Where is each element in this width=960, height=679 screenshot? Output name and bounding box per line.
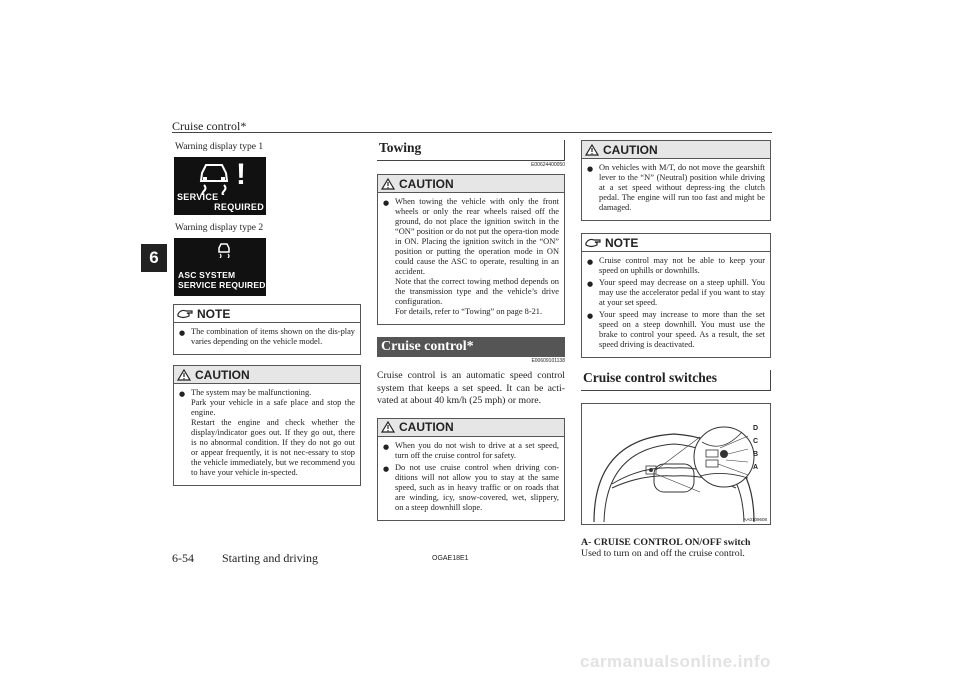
note-header (582, 234, 770, 252)
bullet-icon: ● (587, 280, 594, 288)
list-item: ● Your speed may decrease on a steep uphill. You may use the accelerator pedal if you want to stay at your set speed. (587, 278, 765, 307)
service-required-line: SERVICE REQUIRED (178, 280, 266, 290)
exclamation-icon: ! (236, 158, 246, 191)
required-line: REQUIRED (214, 201, 264, 212)
caution-header (378, 419, 564, 437)
service-required-text (177, 193, 264, 212)
caution-box (581, 140, 771, 221)
list-item: ● The combination of items shown on the dis-play varies depending on the vehicle model. (179, 327, 355, 346)
column-2 (377, 140, 565, 521)
skid-car-icon (216, 242, 232, 258)
watermark: carmanualsonline.info (580, 652, 771, 671)
bullet-icon: ● (587, 258, 594, 266)
header-rule (172, 132, 772, 133)
caution-box (377, 174, 565, 325)
cruise-control-title: Cruise control* (377, 337, 565, 357)
towing-code: E00624400050 (531, 162, 565, 168)
footer-code: OGAE18E1 (432, 555, 469, 562)
chapter-tab: 6 (141, 244, 167, 272)
note-label: NOTE (197, 306, 231, 321)
towing-title: Towing (377, 140, 565, 161)
bullet-icon: ● (383, 464, 390, 473)
column-1 (173, 140, 361, 486)
warning-triangle-icon (177, 369, 191, 381)
switch-label-c: C (753, 438, 759, 445)
service-line: SERVICE (177, 192, 219, 202)
caution-label: CAUTION (399, 176, 454, 191)
running-header: Cruise control* (172, 119, 247, 133)
footer-section: Starting and driving (222, 551, 318, 565)
warning-caption-1: Warning display type 1 (175, 142, 264, 152)
note-hand-icon (585, 237, 601, 248)
bullet-icon: ● (587, 312, 594, 320)
note-label: NOTE (605, 235, 639, 250)
steering-wheel-figure (581, 403, 771, 525)
cruise-code: E00609101138 (531, 358, 565, 364)
switch-a-title: A- CRUISE CONTROL ON/OFF switch (581, 537, 751, 548)
warning-triangle-icon (381, 421, 395, 433)
list-item: ● Do not use cruise control when driving con-ditions will not allow you to stay at the same speed, such as in heavy traffic or on roads that are winding, icy, snow-covered, wet, slippery, on a steep downhill slope. (383, 462, 559, 512)
list-item: ● Your speed may increase to more than the set speed on a steep downhill. You must use the brake to control your speed. As a result, the set speed driving is deactivated. (587, 310, 765, 349)
bullet-icon: ● (587, 165, 594, 173)
list-item: ● The system may be malfunctioning. Park your vehicle in a safe place and stop the engine. Restart the engine and check whether the display/indicator goes out. If they go out, there is no abnormal condition. If they do not go out or appear frequently, it is not nec-essary to stop the vehicle immediately, but we recommend you to have your vehicle in-spected. (179, 388, 355, 477)
warning-display-image-2 (174, 238, 266, 296)
switch-label-d: D (753, 425, 759, 432)
steering-wheel-diagram (582, 404, 770, 522)
switch-label-b: B (753, 451, 759, 458)
note-box (173, 304, 361, 355)
bullet-icon: ● (179, 390, 186, 398)
cruise-paragraph: Cruise control is an automatic speed control system that keeps a set speed. It can be acti-vated at about 40 km/h (25 mph) or more. (377, 370, 565, 406)
list-item: ● When you do not wish to drive at a set speed, turn off the cruise control for safety. (383, 440, 559, 460)
page-number: 6-54 (172, 551, 194, 565)
note-box (581, 233, 771, 358)
caution-box (377, 418, 565, 521)
warning-display-image-1 (174, 157, 266, 215)
caution-header (174, 366, 360, 384)
asc-system-line: ASC SYSTEM (178, 270, 236, 280)
warning-triangle-icon (585, 144, 599, 156)
bullet-icon: ● (383, 199, 390, 207)
caution-label: CAUTION (195, 367, 250, 382)
warning-triangle-icon (381, 178, 395, 190)
list-item: ● On vehicles with M/T, do not move the gearshift lever to the “N” (Neutral) position while driving at a set speed without depress-ing the clutch pedal. The engine will run too fast and might be damaged. (587, 163, 765, 212)
caution-header (582, 141, 770, 159)
list-item: ● When towing the vehicle with only the front wheels or only the rear wheels raised off the ground, do not place the ignition switch in the “ON” position or do not put the opera-tion mode in ON. Placing the ignition switch in the “ON” position or putting the operation mode in ON could cause the ASC to operate, resulting in an accident. Note that the correct towing method depends on the transmission type and the vehicle’s drive configuration. For details, refer to “Towing” on page 8-21. (383, 197, 559, 316)
warning-caption-2: Warning display type 2 (175, 223, 264, 233)
switch-a-text: Used to turn on and off the cruise control. (581, 548, 745, 559)
caution-label: CAUTION (603, 142, 658, 157)
column-3 (581, 140, 771, 561)
note-header (174, 305, 360, 323)
switches-title: Cruise control switches (581, 370, 771, 391)
switch-label-a: A (753, 464, 759, 471)
list-item: ● Cruise control may not be able to keep your speed on uphills or downhills. (587, 256, 765, 275)
bullet-icon: ● (383, 442, 390, 451)
asc-service-text (178, 270, 266, 290)
skid-car-icon (196, 161, 232, 195)
figure-code: AA0109608 (743, 517, 767, 522)
caution-header (378, 175, 564, 193)
caution-label: CAUTION (399, 420, 454, 434)
note-hand-icon (177, 308, 193, 319)
caution-box (173, 365, 361, 486)
bullet-icon: ● (179, 329, 186, 337)
